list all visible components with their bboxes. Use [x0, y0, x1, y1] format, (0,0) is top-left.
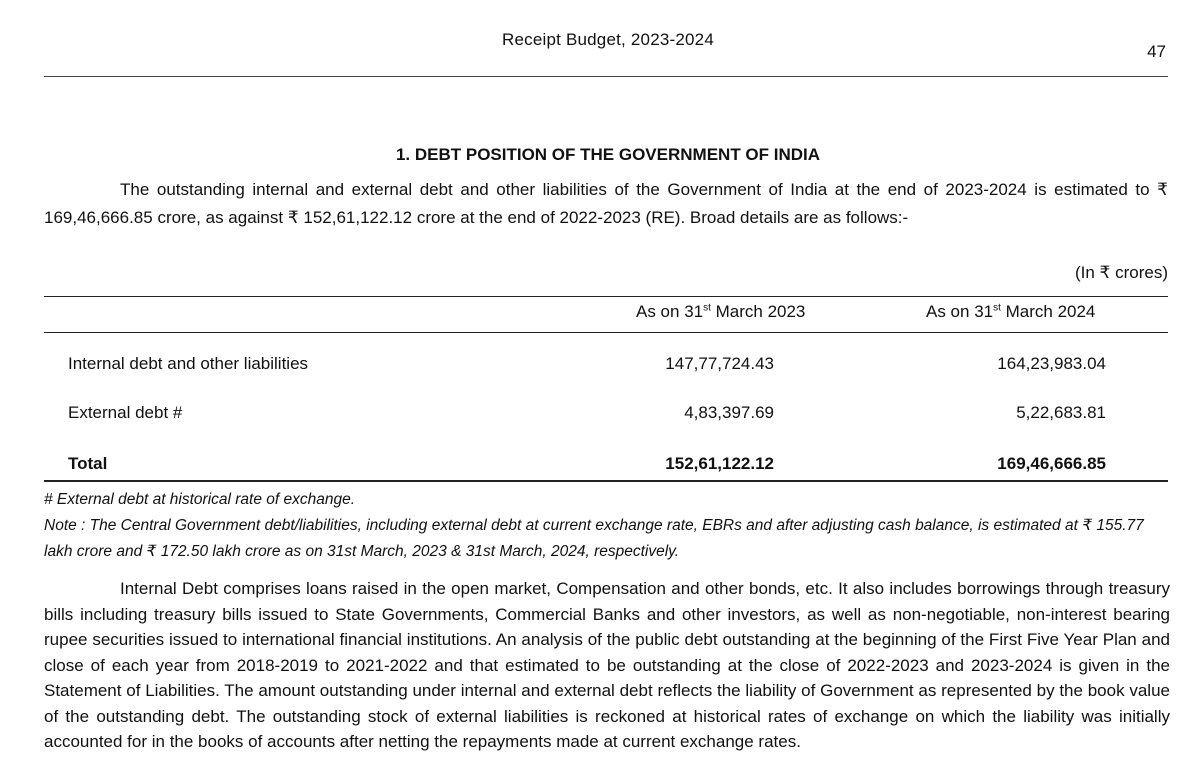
- page-header-title: Receipt Budget, 2023-2024: [502, 30, 714, 49]
- row-internal-debt-label: Internal debt and other liabilities: [68, 354, 309, 373]
- footnote-historical-rate: # External debt at historical rate of exchange.: [44, 491, 356, 508]
- intro-text: The outstanding internal and external debt and other liabilities of the Government of India at the end of 2023-2024 is estimated to ₹ 169,46,666.85 crore, as against ₹ 152,61,122.12 crore at the end of 2022-2023 (RE). Broad details are as follows:-: [44, 180, 1168, 227]
- table-units: (In ₹ crores): [1075, 263, 1168, 282]
- row-external-debt-2023: 4,83,397.69: [684, 403, 774, 422]
- row-total-label: Total: [68, 454, 108, 473]
- note-central-govt-debt: Note : The Central Government debt/liabilities, including external debt at current exchange rate, EBRs and after adjusting cash balance, is estimated at ₹ 155.77 lakh crore and ₹ 172.50 lakh crore as on 31st March, 2023 & 31st March, 2024, respectively.: [44, 517, 1144, 560]
- row-external-debt-label: External debt #: [68, 403, 183, 422]
- table-top-rule: [44, 296, 1168, 297]
- row-total-2024: 169,46,666.85: [997, 454, 1106, 473]
- table-header-rule: [44, 332, 1168, 333]
- section-title: 1. DEBT POSITION OF THE GOVERNMENT OF INDIA: [395, 145, 821, 164]
- row-internal-debt-2024: 164,23,983.04: [997, 354, 1106, 373]
- header-divider: [44, 76, 1168, 77]
- row-internal-debt-2023: 147,77,724.43: [665, 354, 774, 373]
- page-number: 47: [1147, 42, 1166, 61]
- body-paragraph-text: Internal Debt comprises loans raised in the open market, Compensation and other bonds, etc. It also includes borrowings through treasury bills including treasury bills issued to State Governments, Commercial Banks and other investors, as well as non-negotiable, non-interest bearing rupee securities issued to international financial institutions. An analysis of the public debt outstanding at the beginning of the First Five Year Plan and close of each year from 2018-2019 to 2021-2022 and that estimated to be outstanding at the close of 2022-2023 and 2023-2024 is given in the Statement of Liabilities. The amount outstanding under internal and external debt reflects the liability of Government as represented by the book value of the outstanding debt. The outstanding stock of external liabilities is reckoned at historical rates of exchange on which the liability was initially accounted for in the books of accounts after netting the repayments made at current exchange rates.: [44, 579, 1170, 751]
- row-total-2023: 152,61,122.12: [665, 454, 774, 473]
- column-header-2024: As on 31st March 2024: [926, 302, 1096, 321]
- row-external-debt-2024: 5,22,683.81: [1016, 403, 1106, 422]
- body-paragraph: [44, 576, 1170, 755]
- table-bottom-rule: [44, 480, 1168, 482]
- column-header-2023: As on 31st March 2023: [636, 302, 806, 321]
- intro-paragraph: [44, 176, 1168, 232]
